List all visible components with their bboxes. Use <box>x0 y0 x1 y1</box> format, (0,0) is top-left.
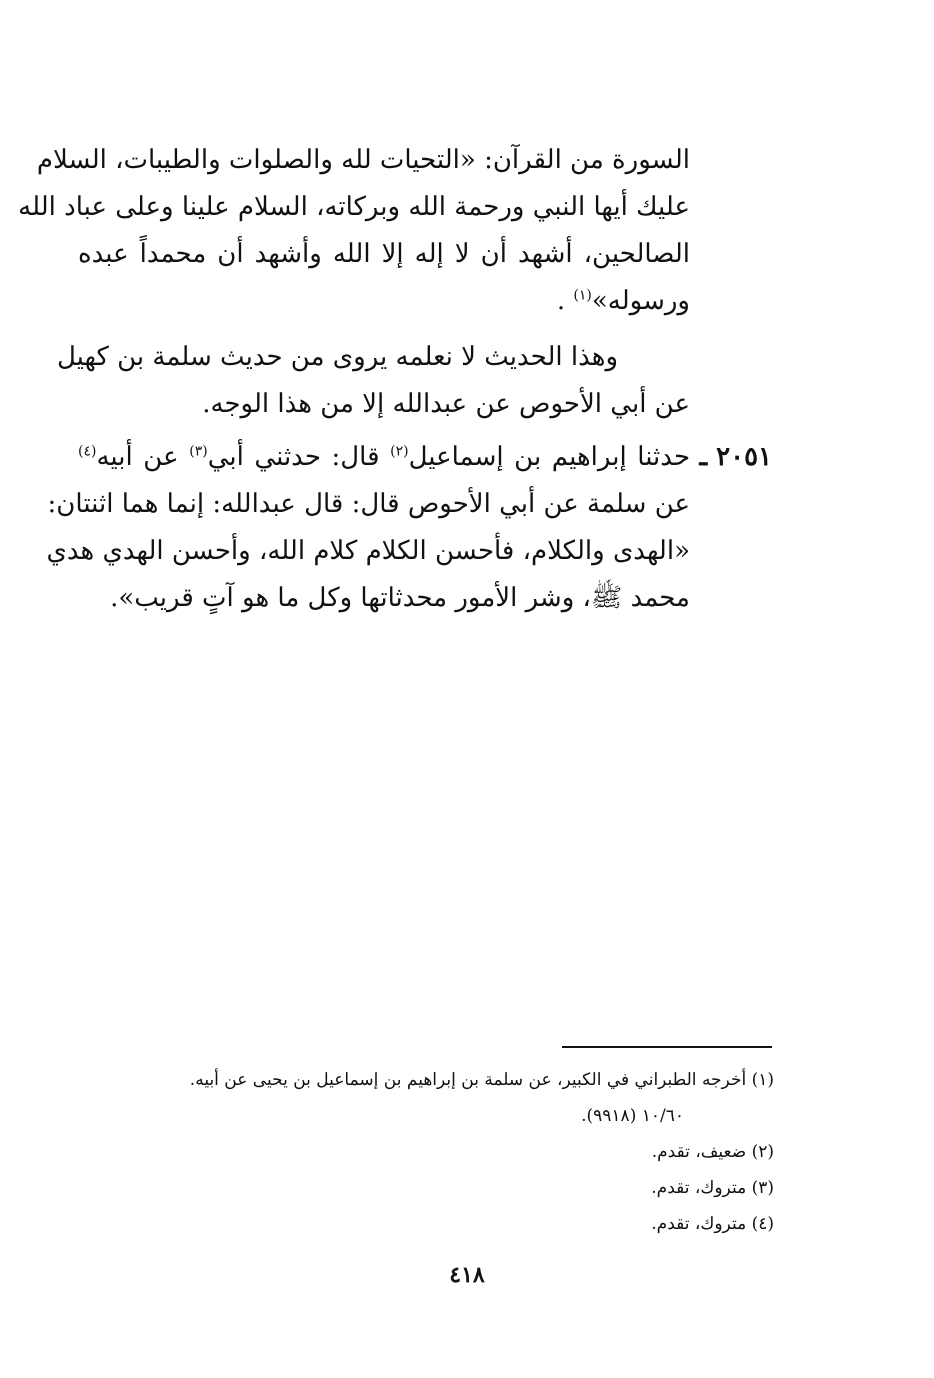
text-line: عن أبي الأحوص عن عبدالله إلا من هذا الوجه. <box>202 389 690 419</box>
footnote-item: (٤) متروك، تقدم. <box>651 1214 774 1234</box>
footnote-divider <box>562 1046 772 1048</box>
footnote-item: (٢) ضعيف، تقدم. <box>651 1142 774 1162</box>
footnote-continuation: ١٠/٦٠ (٩٩١٨). <box>581 1106 684 1126</box>
text-line: السورة من القرآن: «التحيات لله والصلوات والطيبات، السلام <box>36 145 690 175</box>
page-number: ٤١٨ <box>449 1262 485 1288</box>
text-line: عليك أيها النبي ورحمة الله وبركاته، السلام علينا وعلى عباد الله <box>18 192 690 222</box>
footnote-ref[interactable]: (٤) <box>78 443 97 460</box>
footnote-ref[interactable]: (٣) <box>189 443 208 460</box>
text-fragment: قال: حدثني أبي <box>207 442 380 472</box>
hadith-number: ٢٠٥١ ـ <box>699 442 772 472</box>
footnote-ref[interactable]: (٢) <box>390 443 409 460</box>
text-line: عن سلمة عن أبي الأحوص قال: قال عبدالله: إنما هما اثنتان: <box>47 489 690 519</box>
text-line: «الهدى والكلام، فأحسن الكلام كلام الله، وأحسن الهدي هدي <box>46 536 690 566</box>
footnote-item: (١) أخرجه الطبراني في الكبير، عن سلمة بن إبراهيم بن إسماعيل بن يحيى عن أبيه. <box>189 1070 774 1090</box>
text-fragment: عن أبيه <box>96 442 179 472</box>
text-line <box>78 278 690 325</box>
footnotes <box>74 1062 774 1242</box>
hadith-paragraph <box>46 434 691 622</box>
text-fragment: . <box>556 286 566 316</box>
text-line: وهذا الحديث لا نعلمه يروى من حديث سلمة بن كهيل <box>56 342 618 372</box>
text-fragment: ورسوله» <box>591 286 690 316</box>
text-fragment: حدثنا إبراهيم بن إسماعيل <box>408 442 691 472</box>
text-line: الصالحين، أشهد أن لا إله إلا الله وأشهد أن محمداً عبده <box>78 239 690 269</box>
text-line <box>78 434 690 481</box>
paragraph-2 <box>56 334 690 428</box>
text-line: محمد ﷺ، وشر الأمور محدثاتها وكل ما هو آتٍ قريب». <box>110 583 690 613</box>
footnote-ref[interactable]: (١) <box>573 287 592 304</box>
footnote-item: (٣) متروك، تقدم. <box>651 1178 774 1198</box>
paragraph-1 <box>18 137 690 325</box>
